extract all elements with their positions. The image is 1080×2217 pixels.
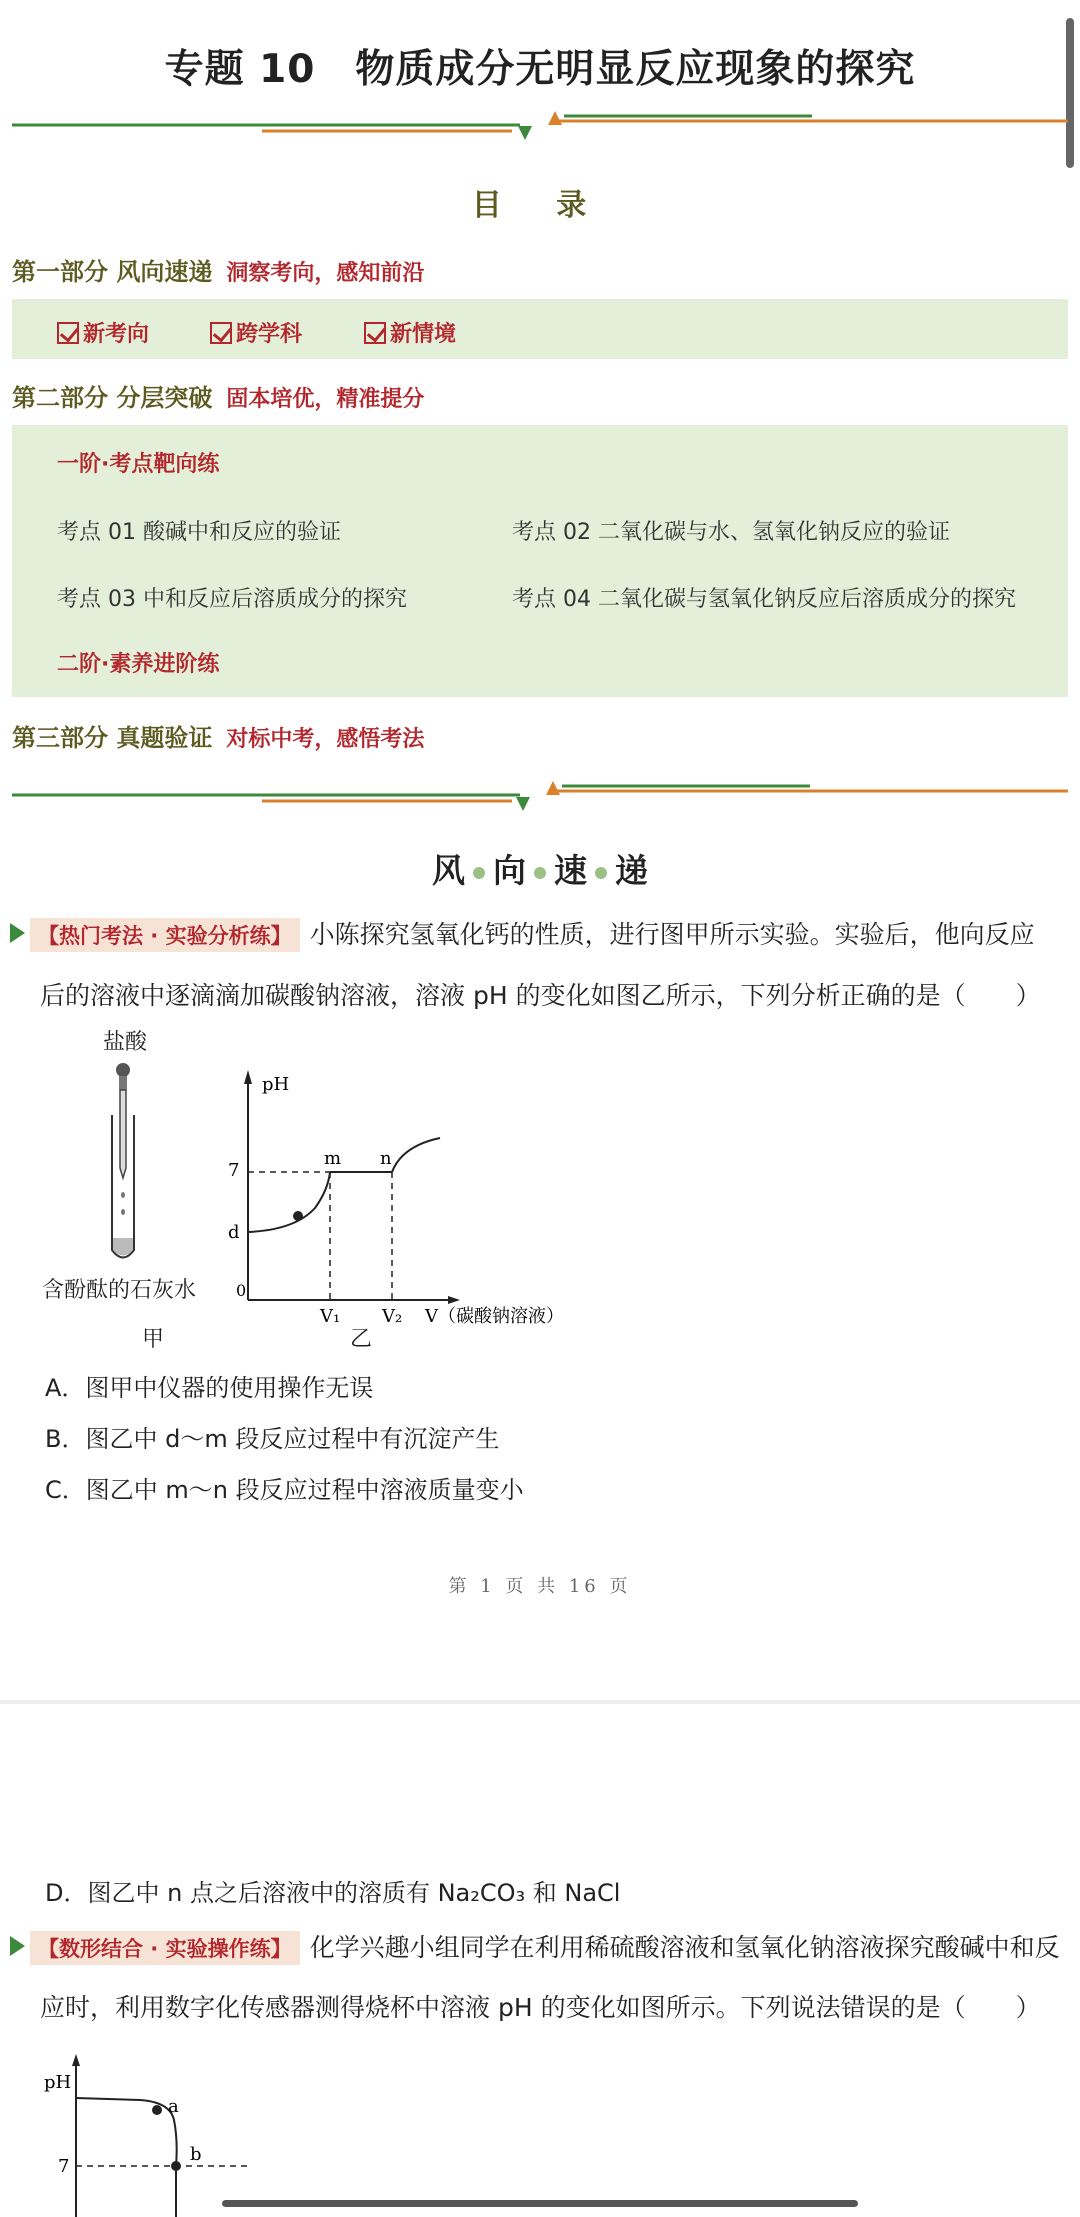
fig2-caption: 乙 xyxy=(350,1327,373,1352)
toc-part2-box xyxy=(12,425,1068,697)
toc-part3 xyxy=(12,718,424,753)
toc-part1-label: 第一部分 风向速递 xyxy=(12,258,213,286)
toc-point-01[interactable]: 考点 01 酸碱中和反应的验证 xyxy=(57,520,341,545)
q1-option-d[interactable]: D．图乙中 n 点之后溶液中的溶质有 Na₂CO₃ 和 NaCl xyxy=(45,1879,621,1907)
checkbox-icon xyxy=(57,322,79,344)
test-tube-illustration xyxy=(100,1060,150,1270)
fig2-origin: 0 xyxy=(236,1281,247,1300)
check-new-context: 新情境 xyxy=(364,317,456,348)
checkbox-icon xyxy=(210,322,232,344)
fig2-xlabel: V（碳酸钠溶液） xyxy=(425,1306,564,1327)
page-separator xyxy=(0,1700,1080,1704)
dot-separator xyxy=(473,867,485,879)
checkbox-icon xyxy=(364,322,386,344)
toc-part3-slogan: 对标中考，感悟考法 xyxy=(226,727,425,752)
q2-ph-figure xyxy=(40,2050,270,2217)
q1-option-c[interactable]: C．图乙中 m～n 段反应过程中溶液质量变小 xyxy=(45,1476,524,1504)
q2-fig-ylabel: pH xyxy=(44,2072,72,2093)
toc-divider xyxy=(0,775,1080,815)
q1-option-a[interactable]: A．图甲中仪器的使用操作无误 xyxy=(45,1374,374,1402)
home-indicator[interactable] xyxy=(222,2200,858,2207)
q2-tag: 【数形结合 · 实验操作练】 xyxy=(30,1931,300,1965)
toc-part1-slogan: 洞察考向，感知前沿 xyxy=(226,261,425,286)
toc-part1 xyxy=(12,252,424,287)
toc-point-02[interactable]: 考点 02 二氧化碳与水、氢氧化钠反应的验证 xyxy=(512,520,950,545)
fig1-caption: 甲 xyxy=(142,1327,165,1352)
fig2-n: n xyxy=(380,1148,392,1169)
q2-line1: 【数形结合 · 实验操作练】 化学兴趣小组同学在利用稀硫酸溶液和氢氧化钠溶液探究酸碱中和反 xyxy=(30,1928,1060,1965)
check-cross-subject: 跨学科 xyxy=(210,317,302,348)
tier2-label[interactable]: 二阶·素养进阶练 xyxy=(57,652,220,677)
q2-fig-a: a xyxy=(168,2096,179,2117)
fig2-y7: 7 xyxy=(228,1160,240,1181)
fig2-v1: V₁ xyxy=(320,1306,341,1327)
toc-part2-slogan: 固本培优，精准提分 xyxy=(226,387,425,412)
ph-curve-figure xyxy=(220,1060,600,1330)
toc-part2 xyxy=(12,378,424,413)
dot-separator xyxy=(534,867,546,879)
q1-option-b[interactable]: B．图乙中 d～m 段反应过程中有沉淀产生 xyxy=(45,1425,500,1453)
check-new-direction: 新考向 xyxy=(57,317,149,348)
fig1-bottom-label: 含酚酞的石灰水 xyxy=(42,1278,197,1303)
section-wind-title: 风 向 速 递 xyxy=(432,851,648,890)
toc-part3-label: 第三部分 真题验证 xyxy=(12,724,213,752)
title-divider xyxy=(0,108,1080,148)
q2-fig-b: b xyxy=(190,2144,202,2165)
toc-part2-label: 第二部分 分层突破 xyxy=(12,384,213,412)
q1-tag: 【热门考法 · 实验分析练】 xyxy=(30,918,300,952)
q2-fig-y7: 7 xyxy=(58,2156,70,2177)
fig2-m: m xyxy=(324,1148,342,1169)
fig2-ylabel: pH xyxy=(262,1074,290,1095)
q1-line2: 后的溶液中逐滴滴加碳酸钠溶液，溶液 pH 的变化如图乙所示，下列分析正确的是（ ） xyxy=(40,981,1041,1010)
q2-line2: 应时，利用数字化传感器测得烧杯中溶液 pH 的变化如图所示。下列说法错误的是（ ） xyxy=(40,1993,1041,2022)
tier1-label[interactable]: 一阶·考点靶向练 xyxy=(57,452,220,477)
toc-point-04[interactable]: 考点 04 二氧化碳与氢氧化钠反应后溶质成分的探究 xyxy=(512,587,1016,612)
document-title: 专题 10 物质成分无明显反应现象的探究 xyxy=(164,47,916,92)
toc-part1-box xyxy=(12,299,1068,359)
dot-separator xyxy=(595,867,607,879)
play-arrow-icon xyxy=(10,1936,25,1956)
page-footer: 第 1 页 共 16 页 xyxy=(448,1576,632,1597)
q1-line1: 【热门考法 · 实验分析练】 小陈探究氢氧化钙的性质，进行图甲所示实验。实验后，他向反应 xyxy=(30,915,1035,952)
toc-point-03[interactable]: 考点 03 中和反应后溶质成分的探究 xyxy=(57,587,407,612)
fig2-v2: V₂ xyxy=(382,1306,403,1327)
toc-heading: 目 录 xyxy=(471,188,609,223)
play-arrow-icon xyxy=(10,923,25,943)
fig1-top-label: 盐酸 xyxy=(103,1030,148,1055)
fig2-yd: d xyxy=(228,1222,240,1243)
